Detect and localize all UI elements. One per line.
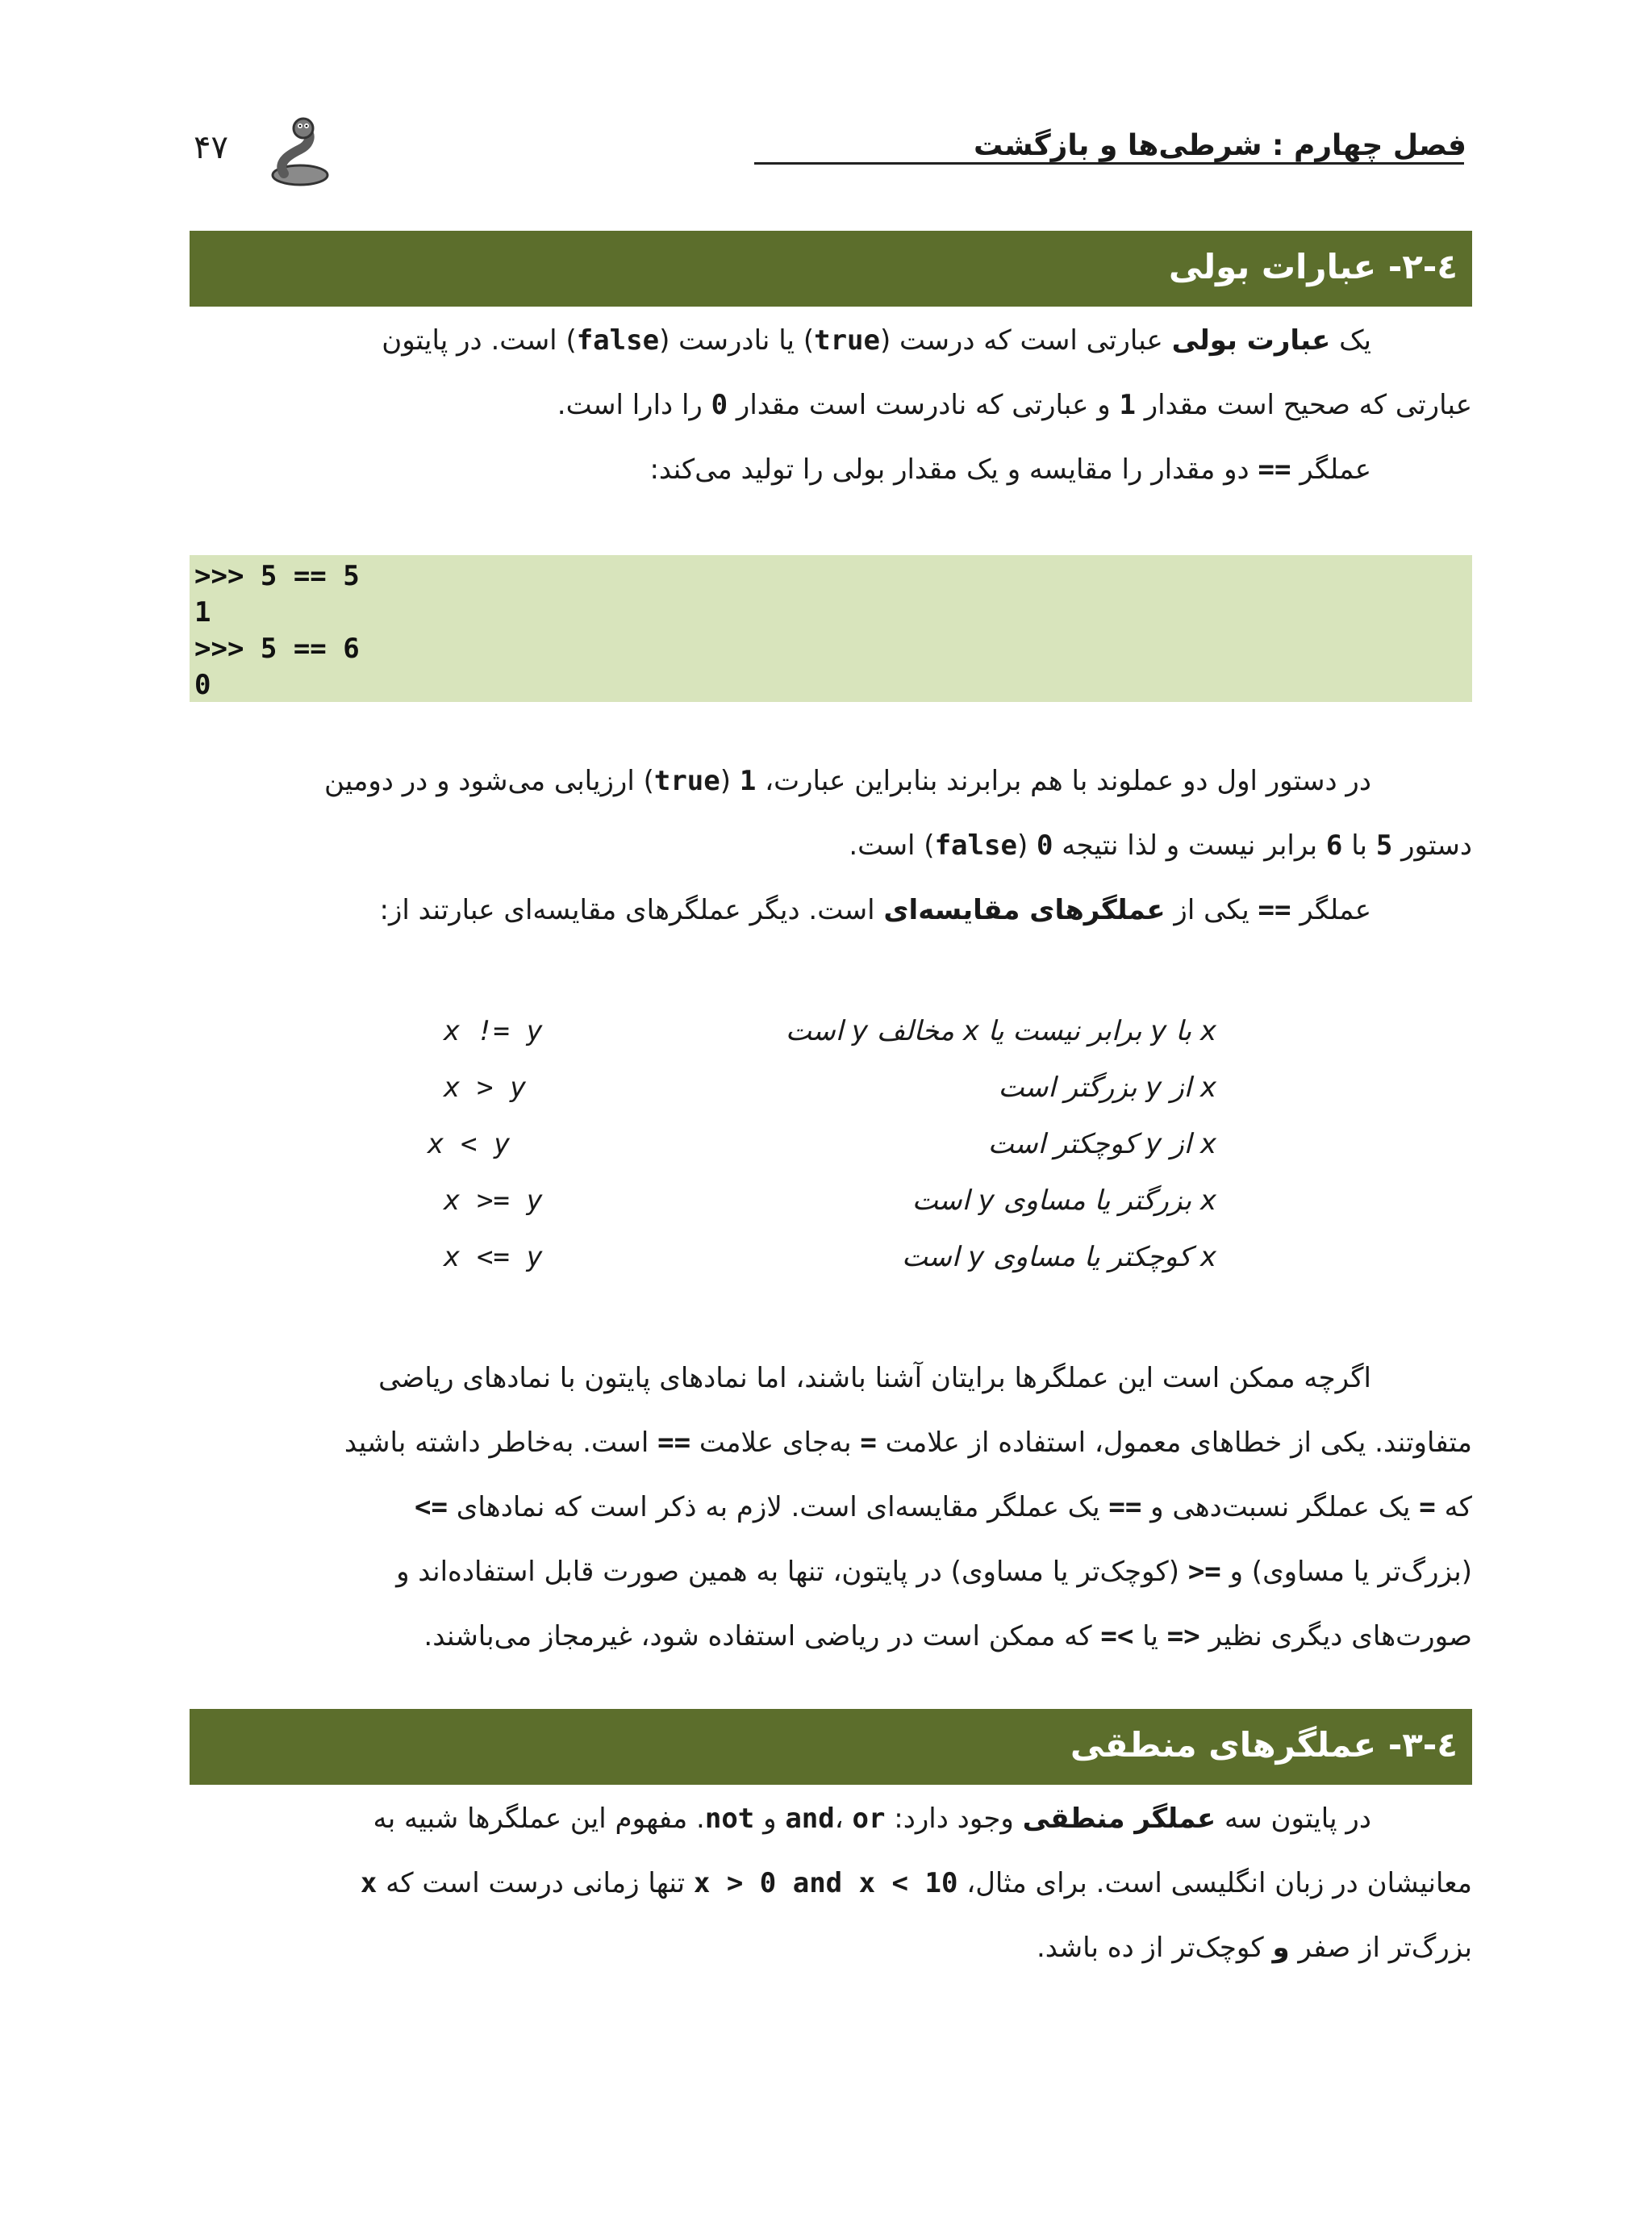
- paragraph-line: عبارتی که صحیح است مقدار 1 و عبارتی که نادرست است مقدار 0 را دارا است.: [557, 389, 1472, 421]
- comparison-operator: x < y: [428, 1128, 511, 1160]
- comparison-description: x بزرگتر یا مساوی y است: [912, 1184, 1216, 1217]
- section-heading-bar: [190, 1709, 1472, 1785]
- page-number: ۴۷: [194, 129, 228, 166]
- paragraph-notes: [190, 1346, 1472, 1669]
- section-title: ٤-٣- عملگرهای منطقی: [1070, 1725, 1458, 1765]
- paragraph-line: (بزرگ‌تر یا مساوی) و =< (کوچک‌تر یا مساوی) در پایتون، تنها به همین صورت قابل استفاده‌اند و: [396, 1556, 1472, 1588]
- paragraph-explanation: [190, 749, 1472, 942]
- paragraph-line: عملگر == دو مقدار را مقایسه و یک مقدار بولی را تولید می‌کند:: [649, 453, 1371, 486]
- comparison-description: x از y بزرگتر است: [998, 1072, 1216, 1104]
- paragraph-intro: [190, 308, 1472, 502]
- paragraph-line: اگرچه ممکن است این عملگرها برایتان آشنا باشند، اما نمادهای پایتون با نمادهای ریاضی: [378, 1362, 1371, 1394]
- paragraph-line: بزرگ‌تر از صفر و کوچک‌تر از ده باشد.: [1037, 1932, 1472, 1964]
- paragraph-line: صورت‌های دیگری نظیر <= یا >= که ممکن است در ریاضی استفاده شود، غیرمجاز می‌باشند.: [423, 1620, 1472, 1652]
- comparison-operator: x >= y: [444, 1184, 543, 1217]
- paragraph-line: که = یک عملگر نسبت‌دهی و == یک عملگر مقایسه‌ای است. لازم به ذکر است که نمادهای =>: [415, 1491, 1472, 1523]
- paragraph-line: دستور 5 با 6 برابر نیست و لذا نتیجه 0 (false) است.: [849, 829, 1472, 862]
- comparison-description: x از y کوچکتر است: [987, 1128, 1216, 1160]
- paragraph-logical-operators: [190, 1786, 1472, 1980]
- code-text: >>> 5 == 5 1 >>> 5 == 6 0: [194, 560, 360, 701]
- section-title: ٤-٢- عبارات بولی: [1168, 247, 1458, 286]
- paragraph-line: در دستور اول دو عملوند با هم برابرند بنابراین عبارت، 1 (true) ارزیابی می‌شود و در دومین: [323, 765, 1371, 797]
- paragraph-line: در پایتون سه عملگر منطقی وجود دارد: and، or و not. مفهوم این عملگرها شبیه به: [373, 1803, 1371, 1835]
- comparison-description: x کوچکتر یا مساوی y است: [902, 1241, 1216, 1273]
- running-header: [0, 0, 1652, 210]
- python-snake-logo-icon: [260, 117, 332, 190]
- comparison-description: x با y برابر نیست یا x مخالف y است: [785, 1015, 1216, 1047]
- header-rule: [754, 162, 1464, 165]
- paragraph-line: عملگر == یکی از عملگرهای مقایسه‌ای است. دیگر عملگرهای مقایسه‌ای عبارتند از:: [379, 894, 1371, 926]
- comparison-operator: x != y: [444, 1015, 543, 1047]
- code-example-block: [190, 555, 1472, 702]
- paragraph-line: متفاوتند. یکی از خطاهای معمول، استفاده از علامت = به‌جای علامت == است. به‌خاطر داشته باشید: [344, 1427, 1472, 1459]
- chapter-title: فصل چهارم : شرطی‌ها و بازگشت: [974, 129, 1466, 162]
- paragraph-line: یک عبارت بولی عبارتی است که درست (true) یا نادرست (false) است. در پایتون: [382, 324, 1371, 357]
- paragraph-line: معانیشان در زبان انگلیسی است. برای مثال، x > 0 and x < 10 تنها زمانی درست است که x: [360, 1867, 1472, 1899]
- section-heading-bar: [190, 231, 1472, 307]
- comparison-operator: x > y: [444, 1072, 527, 1104]
- comparison-operator: x <= y: [444, 1241, 543, 1273]
